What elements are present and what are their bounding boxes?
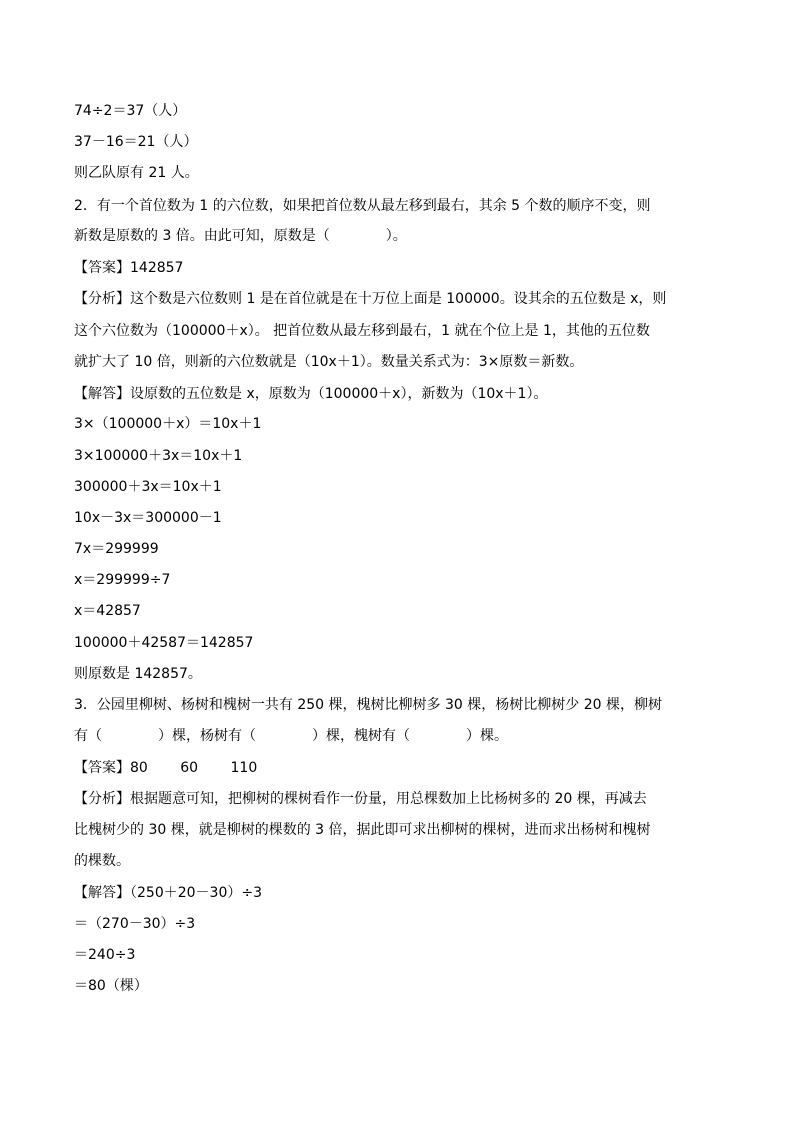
equation-line: 7x＝299999 <box>74 541 159 557</box>
answer-label: 【答案】142857 <box>74 260 184 276</box>
text-line: 37－16＝21（人） <box>74 134 198 150</box>
conclusion-text: 则原数是 142857。 <box>74 666 202 682</box>
solution-text: 【解答】（250＋20－30）÷3 <box>74 885 262 901</box>
equation-line: x＝42857 <box>74 603 141 619</box>
analysis-text: 的棵数。 <box>74 853 130 869</box>
equation-line: 100000＋42587＝142857 <box>74 635 254 651</box>
equation-line: ＝80（棵） <box>74 978 148 994</box>
analysis-text: 这个六位数为（100000＋x）。 把首位数从最左移到最右，1 就在个位上是 1，其他的五位数 <box>74 323 650 339</box>
question-2-text: 新数是原数的 3 倍。由此可知，原数是（ ）。 <box>74 228 407 244</box>
equation-line: ＝240÷3 <box>74 947 136 963</box>
analysis-text: 就扩大了 10 倍，则新的六位数就是（10x＋1）。数量关系式为：3×原数＝新数。 <box>74 354 584 370</box>
text-line: 则乙队原有 21 人。 <box>74 165 199 181</box>
answer-label: 【答案】80 60 110 <box>74 760 258 776</box>
text-line: 74÷2＝37（人） <box>74 103 187 119</box>
question-2-text: 2．有一个首位数为 1 的六位数，如果把首位数从最左移到最右，其余 5 个数的顺序不变，则 <box>74 198 651 214</box>
equation-line: 300000＋3x＝10x＋1 <box>74 479 222 495</box>
solution-text: 【解答】设原数的五位数是 x，原数为（100000＋x），新数为（10x＋1）。 <box>74 386 548 402</box>
analysis-text: 比槐树少的 30 棵，就是柳树的棵数的 3 倍，据此即可求出柳树的棵树，进而求出杨树和槐树 <box>74 822 651 838</box>
question-3-text: 有（ ）棵，杨树有（ ）棵，槐树有（ ）棵。 <box>74 728 508 744</box>
question-3-text: 3．公园里柳树、杨树和槐树一共有 250 棵，槐树比柳树多 30 棵，杨树比柳树少 20 棵，柳树 <box>74 697 662 713</box>
analysis-text: 【分析】这个数是六位数则 1 是在首位就是在十万位上面是 100000。设其余的五位数是 x，则 <box>74 291 667 307</box>
analysis-text: 【分析】根据题意可知，把柳树的棵树看作一份量，用总棵数加上比杨树多的 20 棵，再减去 <box>74 791 647 807</box>
equation-line: 3×（100000＋x）＝10x＋1 <box>74 416 262 432</box>
equation-line: ＝（270－30）÷3 <box>74 916 196 932</box>
equation-line: 10x－3x＝300000－1 <box>74 510 222 526</box>
equation-line: 3×100000＋3x＝10x＋1 <box>74 448 243 464</box>
equation-line: x＝299999÷7 <box>74 572 171 588</box>
